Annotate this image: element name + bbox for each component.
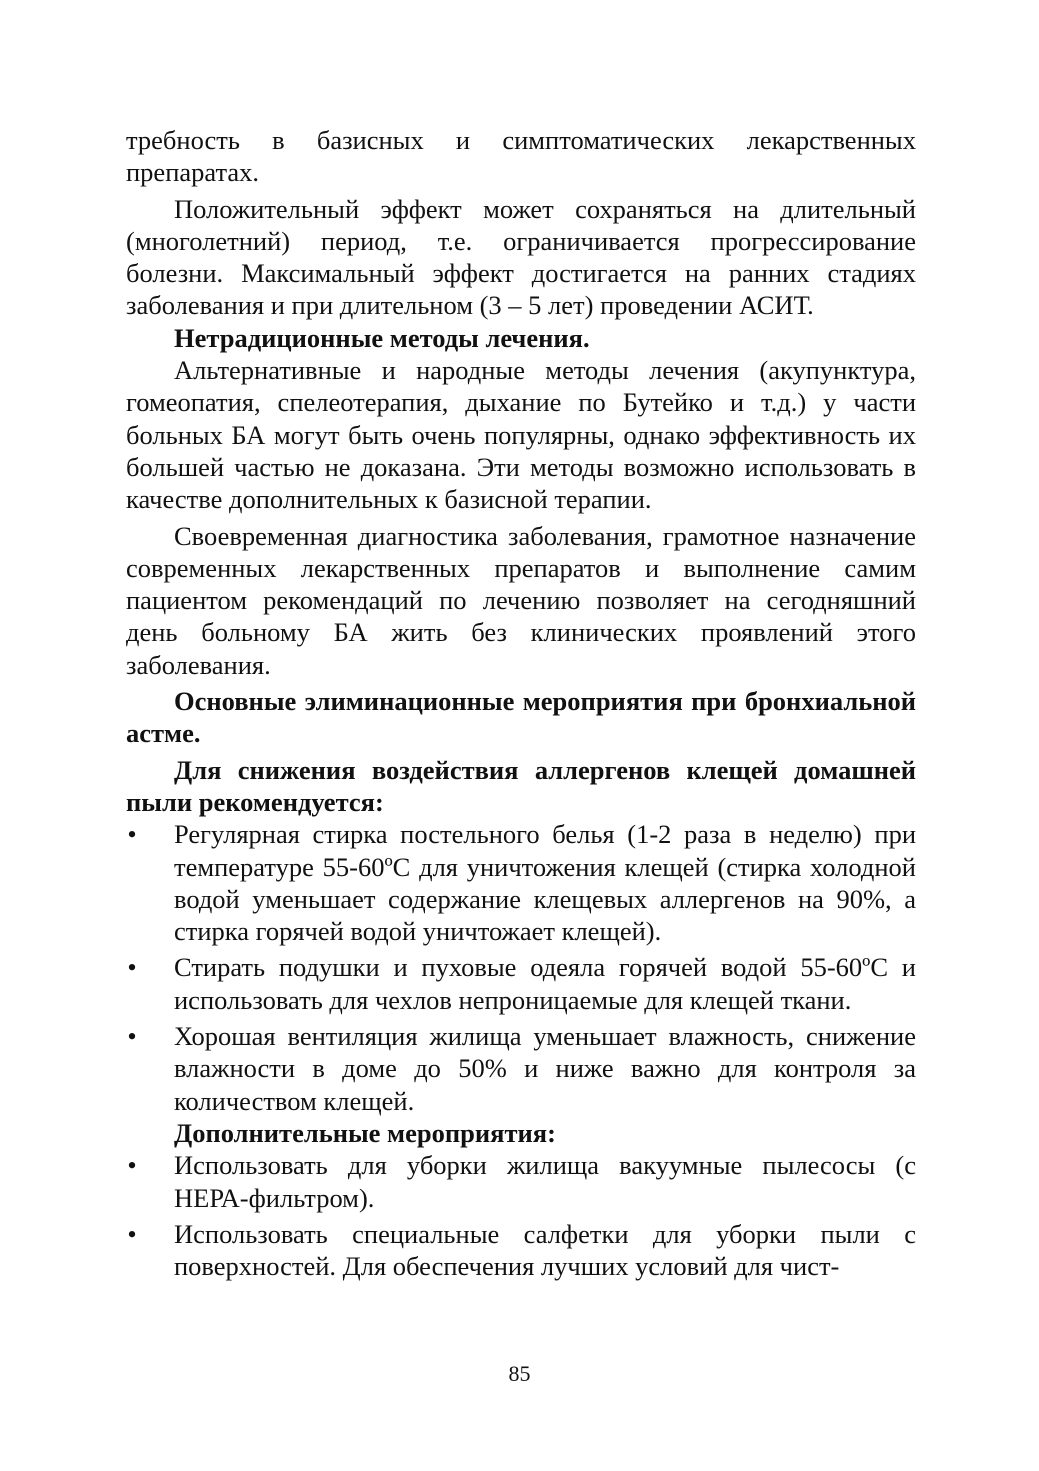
list-item-text: Стирать подушки и пуховые одеяла горячей водой 55-60ºС и использовать для чехлов непроницаемые для клещей ткани. <box>174 952 916 1015</box>
paragraph-2: Положительный эффект может сохраняться на длительный (многолетний) период, т.е. ограничивается прогрессирование болезни. Максимальный эффект достигается на ранних стадиях заболевания и при длительном (3 – 5 лет) проведении АСИТ. <box>126 193 916 321</box>
list-item-text: Хорошая вентиляция жилища уменьшает влажность, снижение влажности в доме до 50% и ниже важно для контроля за количеством клещей. <box>174 1021 916 1116</box>
list-item <box>126 951 916 1016</box>
page-number: 85 <box>508 1361 531 1386</box>
list-item <box>126 1149 916 1214</box>
list-mite-measures <box>126 818 916 1117</box>
list-item-text: Регулярная стирка постельного белья (1-2 раза в неделю) при температуре 55-60ºС для уничтожения клещей (стирка холодной водой уменьшает содержание клещевых аллергенов на 90%, а стирка горячей водой уничтожает клещей). <box>174 819 916 947</box>
bullet-icon: • <box>127 1150 137 1181</box>
heading-elimination-measures: Основные элиминационные мероприятия при бронхиальной астме. <box>126 686 916 749</box>
page-body <box>126 124 916 1282</box>
heading-additional-measures: Дополнительные мероприятия: <box>174 1117 556 1148</box>
bullet-icon: • <box>127 819 137 850</box>
list-item <box>126 1020 916 1117</box>
list-item-text: Использовать для уборки жилища вакуумные пылесосы (с НЕРА-фильтром). <box>174 1150 916 1213</box>
bullet-icon: • <box>127 952 137 983</box>
paragraph-1: требность в базисных и симптоматических лекарственных препаратах. <box>126 125 916 188</box>
bullet-icon: • <box>127 1218 137 1249</box>
list-item <box>126 1218 916 1283</box>
list-item <box>126 818 916 947</box>
heading-mite-allergens: Для снижения воздействия аллергенов клещей домашней пыли рекомендуется: <box>126 754 916 817</box>
paragraph-4: Своевременная диагностика заболевания, грамотное назначение современных лекарственных препаратов и выполнение самим пациентом рекомендаций по лечению позволяет на сегодняшний день больному БА жить без клинических проявлений этого заболевания. <box>126 520 916 680</box>
list-additional-measures <box>126 1149 916 1282</box>
paragraph-3: Альтернативные и народные методы лечения (акупунктура, гомеопатия, спелеотерапия, дыхание по Бутейко и т.д.) у части больных БА могут быть очень популярны, однако эффективность их большей частью не доказана. Эти методы возможно использовать в качестве дополнительных к базисной терапии. <box>126 355 916 515</box>
bullet-icon: • <box>127 1021 137 1052</box>
heading-nontraditional-methods: Нетрадиционные методы лечения. <box>174 322 590 353</box>
list-item-text: Использовать специальные салфетки для уборки пыли с поверхностей. Для обеспечения лучших условий для чист- <box>174 1218 916 1282</box>
